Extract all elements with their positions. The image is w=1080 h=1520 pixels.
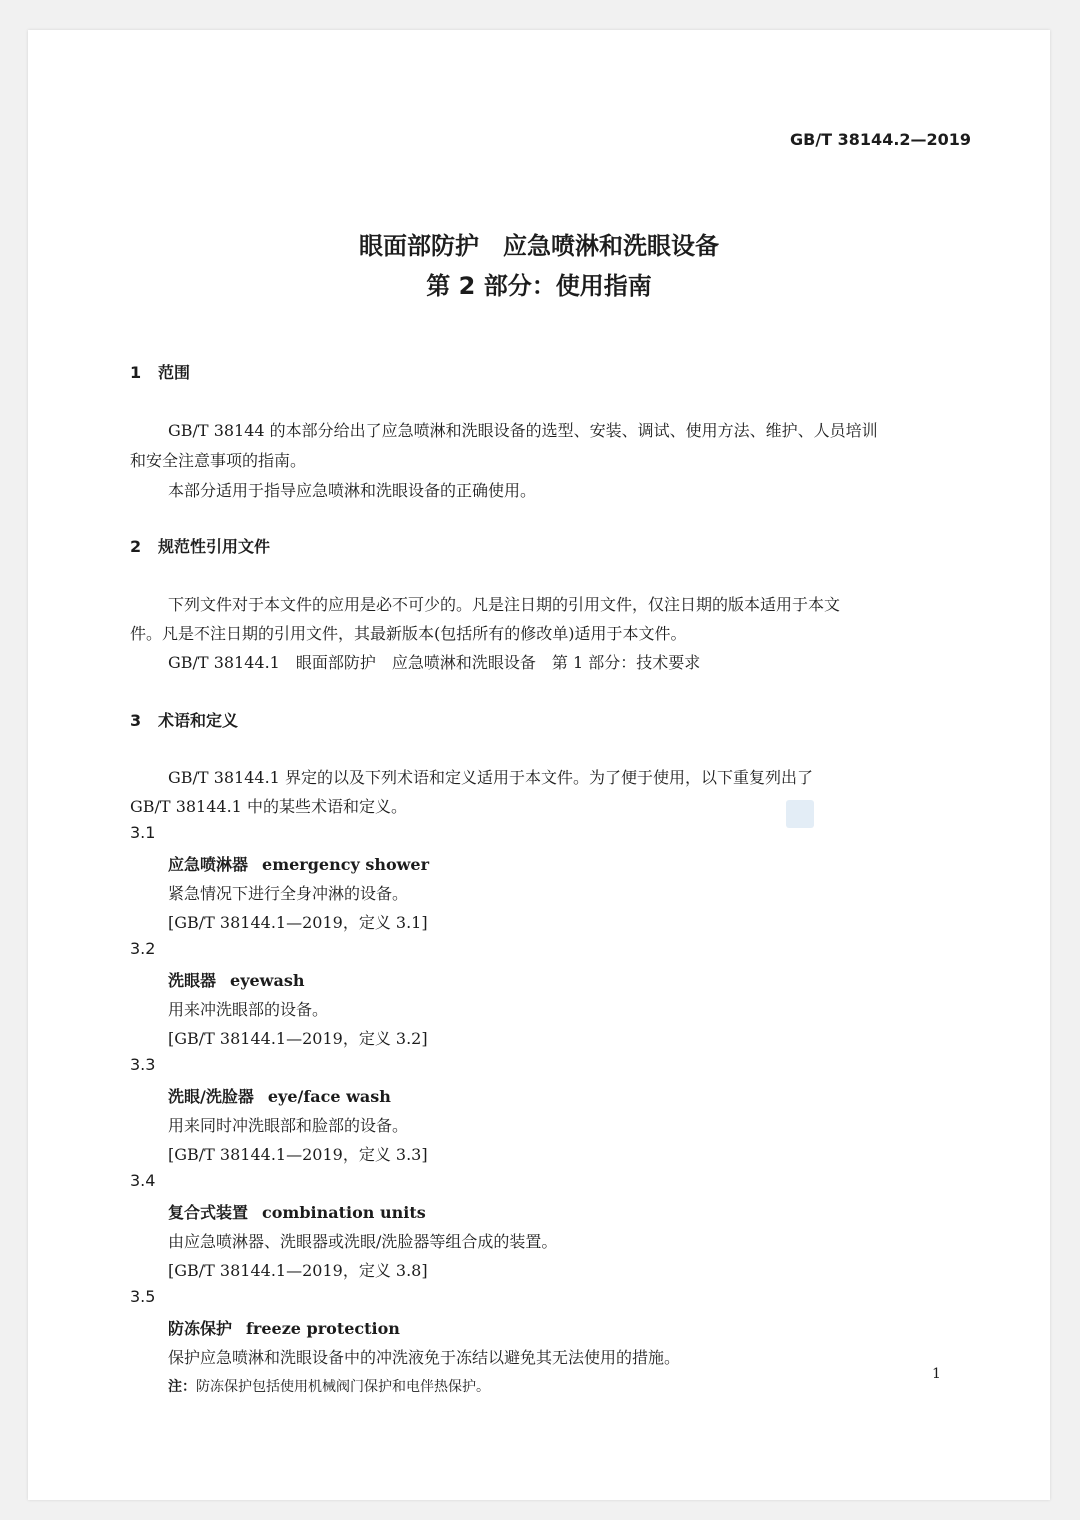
section-title: 范围 <box>158 363 191 382</box>
term-cn: 防冻保护 <box>168 1319 233 1338</box>
paragraph-line: GB/T 38144.1 中的某些术语和定义。 <box>130 797 407 816</box>
paragraph-line: 和安全注意事项的指南。 <box>130 451 307 470</box>
term-en: freeze protection <box>246 1319 400 1338</box>
paragraph-line: GB/T 38144.1 界定的以及下列术语和定义适用于本文件。为了便于使用，以下重复列出了 <box>168 768 813 787</box>
paragraph-line: 本部分适用于指导应急喷淋和洗眼设备的正确使用。 <box>168 481 537 500</box>
document-page <box>28 30 1050 1500</box>
term-en: emergency shower <box>262 855 430 874</box>
term-source: [GB/T 38144.1—2019，定义 3.2] <box>168 1029 428 1048</box>
term-entry <box>168 1316 400 1339</box>
term-entry <box>168 968 304 991</box>
paragraph-line: 件。凡是不注日期的引用文件，其最新版本(包括所有的修改单)适用于本文件。 <box>130 624 687 643</box>
section-number: 1 <box>130 363 142 382</box>
paragraph-line: 下列文件对于本文件的应用是必不可少的。凡是注日期的引用文件，仅注日期的版本适用于本文 <box>168 595 841 614</box>
term-definition: 用来同时冲洗眼部和脸部的设备。 <box>168 1116 409 1135</box>
term-entry <box>168 1084 391 1107</box>
term-cn: 洗眼器 <box>168 971 217 990</box>
term-en: eye/face wash <box>267 1087 391 1106</box>
term-cn: 复合式装置 <box>168 1203 249 1222</box>
reference-entry: GB/T 38144.1 眼面部防护 应急喷淋和洗眼设备 第 1 部分：技术要求 <box>168 653 701 672</box>
document-number: GB/T 38144.2—2019 <box>790 130 972 149</box>
section-heading-terms-definitions <box>130 708 238 731</box>
section-number: 2 <box>130 537 142 556</box>
note-label: 注： <box>168 1379 196 1395</box>
title-line-2: 第 2 部分：使用指南 <box>426 272 652 300</box>
term-note <box>168 1376 490 1396</box>
term-source: [GB/T 38144.1—2019，定义 3.1] <box>168 913 428 932</box>
watermark-mark <box>786 800 814 828</box>
term-number: 3.1 <box>130 823 156 842</box>
section-title: 术语和定义 <box>158 711 239 730</box>
term-definition: 保护应急喷淋和洗眼设备中的冲洗液免于冻结以避免其无法使用的措施。 <box>168 1348 681 1367</box>
term-number: 3.2 <box>130 939 156 958</box>
term-entry <box>168 852 429 875</box>
term-source: [GB/T 38144.1—2019，定义 3.8] <box>168 1261 428 1280</box>
term-definition: 紧急情况下进行全身冲淋的设备。 <box>168 884 409 903</box>
section-heading-normative-references <box>130 534 270 557</box>
term-number: 3.5 <box>130 1287 156 1306</box>
section-number: 3 <box>130 711 142 730</box>
term-en: combination units <box>262 1203 426 1222</box>
term-cn: 洗眼/洗脸器 <box>168 1087 254 1106</box>
section-title: 规范性引用文件 <box>158 537 271 556</box>
title-line-1: 眼面部防护 应急喷淋和洗眼设备 <box>359 232 719 260</box>
term-definition: 用来冲洗眼部的设备。 <box>168 1000 329 1019</box>
note-text: 防冻保护包括使用机械阀门保护和电伴热保护。 <box>196 1379 490 1395</box>
term-cn: 应急喷淋器 <box>168 855 249 874</box>
section-heading-scope <box>130 360 190 383</box>
term-entry <box>168 1200 426 1223</box>
page-number: 1 <box>932 1366 941 1382</box>
term-definition: 由应急喷淋器、洗眼器或洗眼/洗脸器等组合成的装置。 <box>168 1232 558 1251</box>
term-source: [GB/T 38144.1—2019，定义 3.3] <box>168 1145 428 1164</box>
term-number: 3.4 <box>130 1171 156 1190</box>
term-number: 3.3 <box>130 1055 156 1074</box>
paragraph-line: GB/T 38144 的本部分给出了应急喷淋和洗眼设备的选型、安装、调试、使用方法、维护、人员培训 <box>168 421 878 440</box>
term-en: eyewash <box>230 971 305 990</box>
